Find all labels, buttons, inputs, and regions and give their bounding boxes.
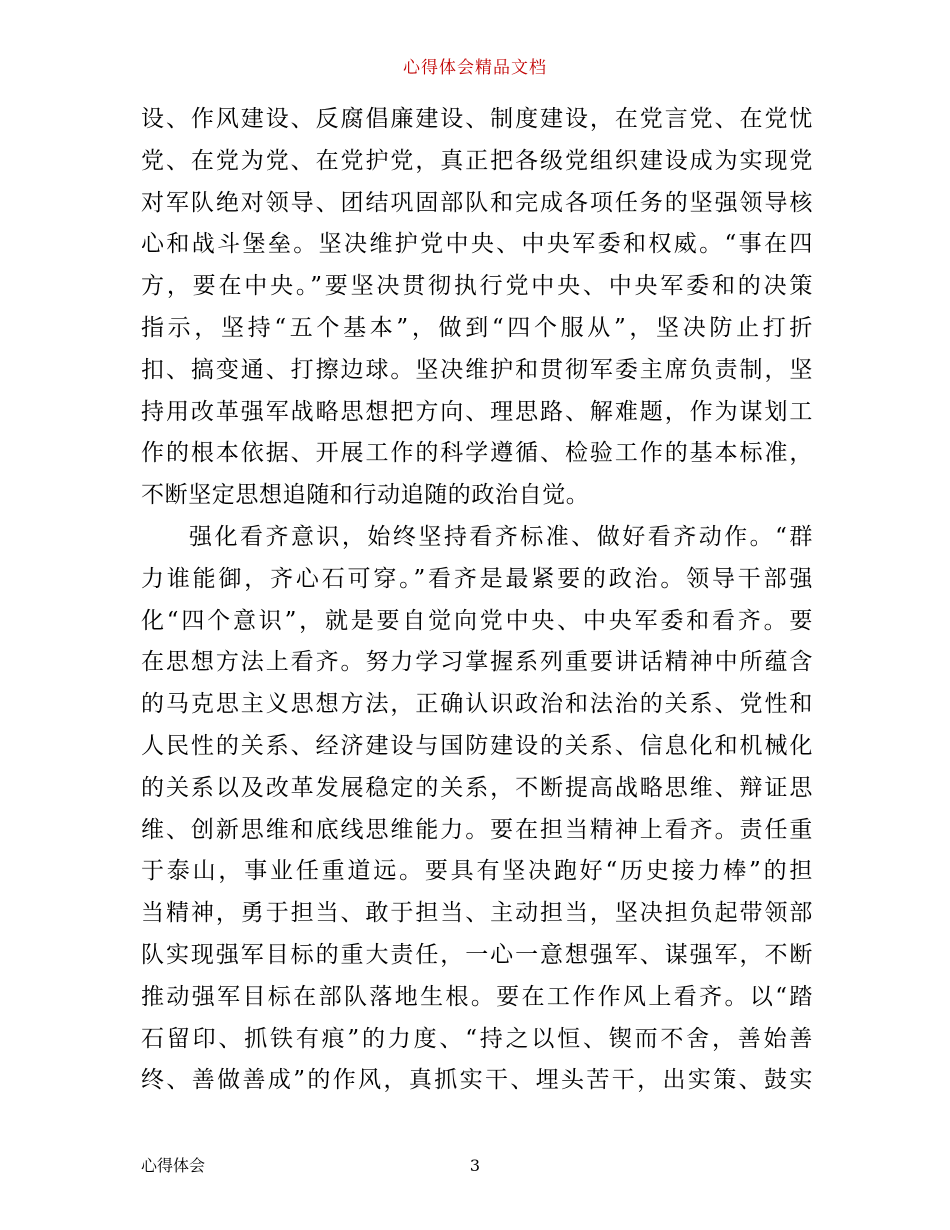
paragraph bbox=[141, 99, 813, 517]
text-line: 力谁能御，齐心石可穿。”看齐是最紧要的政治。领导干部强 bbox=[141, 565, 813, 592]
text-line: 石留印、抓铁有痕”的力度、“持之以恒、锲而不舍，善始善 bbox=[141, 1025, 813, 1052]
text-line: 作的根本依据、开展工作的科学遵循、检验工作的基本标准， bbox=[141, 440, 813, 467]
text-line: 党、在党为党、在党护党，真正把各级党组织建设成为实现党 bbox=[141, 147, 813, 174]
document-body bbox=[141, 99, 813, 1102]
text-line: 化“四个意识”，就是要自觉向党中央、中央军委和看齐。要 bbox=[141, 607, 813, 634]
text-line: 设、作风建设、反腐倡廉建设、制度建设，在党言党、在党忧 bbox=[141, 106, 813, 132]
text-line: 当精神，勇于担当、敢于担当、主动担当，坚决担负起带领部 bbox=[141, 900, 813, 927]
text-line: 于泰山，事业任重道远。要具有坚决跑好“历史接力棒”的担 bbox=[141, 858, 813, 885]
text-line: 指示，坚持“五个基本”，做到“四个服从”，坚决防止打折 bbox=[141, 314, 813, 341]
text-line: 的关系以及改革发展稳定的关系，不断提高战略思维、辩证思 bbox=[141, 774, 813, 801]
document-header-title: 心得体会精品文档 bbox=[403, 58, 547, 78]
text-line: 在思想方法上看齐。努力学习掌握系列重要讲话精神中所蕴含 bbox=[141, 649, 813, 676]
text-line: 人民性的关系、经济建设与国防建设的关系、信息化和机械化 bbox=[141, 732, 813, 759]
text-line: 队实现强军目标的重大责任，一心一意想强军、谋强军，不断 bbox=[141, 941, 813, 968]
text-line: 心和战斗堡垒。坚决维护党中央、中央军委和权威。“事在四 bbox=[141, 231, 813, 258]
text-line: 维、创新思维和底线思维能力。要在担当精神上看齐。责任重 bbox=[141, 816, 813, 843]
text-line: 对军队绝对领导、团结巩固部队和完成各项任务的坚强领导核 bbox=[141, 189, 813, 216]
page-number: 3 bbox=[469, 1156, 481, 1175]
text-line: 推动强军目标在部队落地生根。要在工作作风上看齐。以“踏 bbox=[141, 983, 813, 1010]
text-line: 持用改革强军战略思想把方向、理思路、解难题，作为谋划工 bbox=[141, 398, 813, 425]
text-line: 的马克思主义思想方法，正确认识政治和法治的关系、党性和 bbox=[141, 691, 813, 718]
text-line: 强化看齐意识，始终坚持看齐标准、做好看齐动作。“群 bbox=[189, 523, 813, 550]
text-line: 不断坚定思想追随和行动追随的政治自觉。 bbox=[141, 482, 590, 509]
text-line: 方，要在中央。”要坚决贯彻执行党中央、中央军委和的决策 bbox=[141, 273, 813, 300]
paragraph bbox=[141, 517, 813, 1102]
text-line: 终、善做善成”的作风，真抓实干、埋头苦干，出实策、鼓实 bbox=[141, 1067, 813, 1094]
text-line: 扣、搞变通、打擦边球。坚决维护和贯彻军委主席负责制，坚 bbox=[141, 356, 813, 383]
footer-label: 心得体会 bbox=[141, 1156, 206, 1175]
